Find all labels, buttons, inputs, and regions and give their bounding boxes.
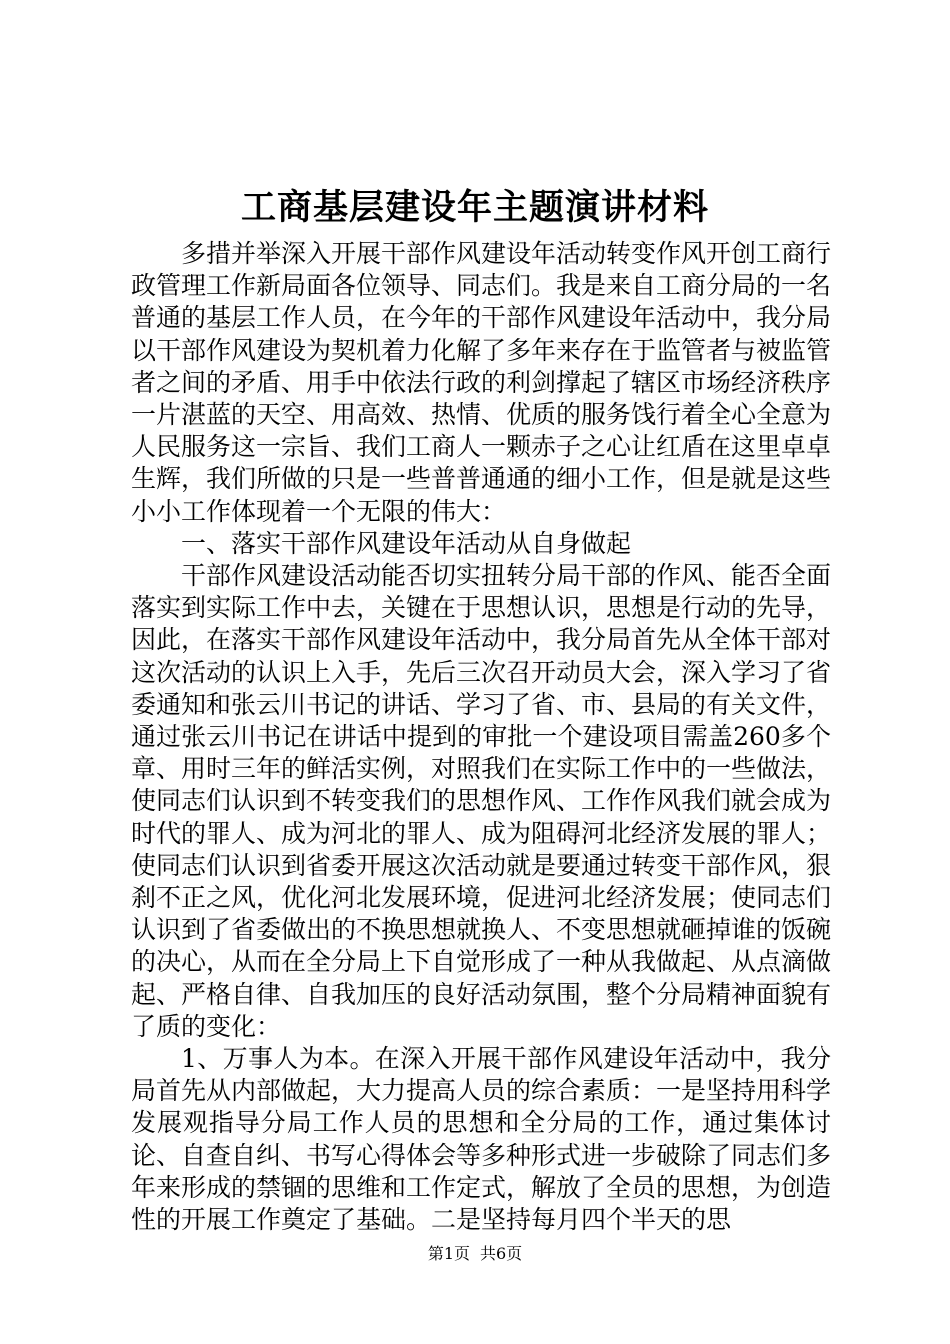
document-title: 工商基层建设年主题演讲材料 xyxy=(240,187,709,228)
paragraph-item-1: 1、万事人为本。在深入开展干部作风建设年活动中，我分局首先从内部做起，大力提高人员的综合素质：一是坚持用科学发展观指导分局工作人员的思想和全分局的工作，通过集体讨论、自查自纠、书写心得体会等多种形式进一步破除了同志们多年来形成的禁锢的思维和工作定式，解放了全员的思想，为创造性的开展工作奠定了基础。二是坚持每月四个半天的思 xyxy=(131,1044,832,1235)
page-number: 第1页 xyxy=(427,1244,470,1263)
section-heading: 一、落实干部作风建设年活动从自身做起 xyxy=(181,528,632,558)
page-footer xyxy=(0,1244,950,1264)
paragraph-intro: 多措并举深入开展干部作风建设年活动转变作风开创工商行政管理工作新局面各位领导、同志们。我是来自工商分局的一名普通的基层工作人员，在今年的干部作风建设年活动中，我分局以干部作风建设为契机着力化解了多年来存在于监管者与被监管者之间的矛盾、用手中依法行政的利剑撑起了辖区市场经济秩序一片湛蓝的天空、用高效、热情、优质的服务饯行着全心全意为人民服务这一宗旨、我们工商人一颗赤子之心让红盾在这里卓卓生辉，我们所做的只是一些普普通通的细小工作，但是就是这些小小工作体现着一个无限的伟大： xyxy=(131,239,832,526)
document-body xyxy=(131,238,831,1236)
paragraph-section-1: 干部作风建设活动能否切实扭转分局干部的作风、能否全面落实到实际工作中去，关键在于思想认识，思想是行动的先导，因此，在落实干部作风建设年活动中，我分局首先从全体干部对这次活动的认识上入手，先后三次召开动员大会，深入学习了省委通知和张云川书记的讲话、学习了省、市、县局的有关文件，通过张云川书记在讲话中提到的审批一个建设项目需盖260多个章、用时三年的鲜活实例，对照我们在实际工作中的一些做法，使同志们认识到不转变我们的思想作风、工作作风我们就会成为时代的罪人、成为河北的罪人、成为阻碍河北经济发展的罪人；使同志们认识到省委开展这次活动就是要通过转变干部作风，狠刹不正之风，优化河北发展环境，促进河北经济发展；使同志们认识到了省委做出的不换思想就换人、不变思想就砸掉谁的饭碗的决心，从而在全分局上下自觉形成了一种从我做起、从点滴做起、严格自律、自我加压的良好活动氛围，整个分局精神面貌有了质的变化： xyxy=(131,561,832,1041)
page-total: 共6页 xyxy=(480,1244,523,1263)
